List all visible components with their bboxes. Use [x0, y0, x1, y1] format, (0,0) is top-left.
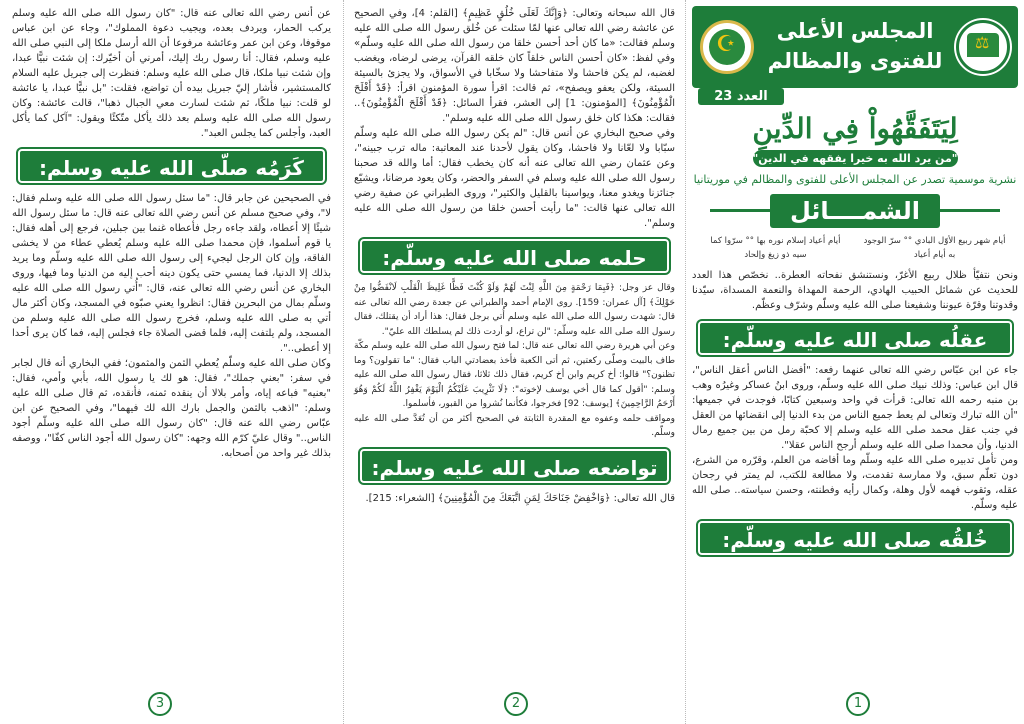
forbearance-paragraph-2: وعن أبي هريرة رضي الله تعالى عنه قال: لما فتح رسول الله صلى الله عليه وسلم مكّة طاف بالبيت وصلّى ركعتين، ثم أتى الكعبة فأخذ بعضادتي الباب فقال: "ما تقولون؟ وما تظنون؟" قالوا: أخ كريم وابن أخ كريم، فقال ذلك ثلاثا، فقال رسول الله صلى الله عليه وسلم: "أقول كما قال أخي يوسف لإخوته": ﴿لَا تَثْرِيبَ عَلَيْكُمُ الْيَوْمَ يَغْفِرُ اللَّهُ لَكُمْ وَهُوَ أَرْحَمُ الرَّاحِمِينَ﴾ [يوسف: 92] فخرجوا، فكأنما نُشروا من القبور، فأسلموا.: [354, 341, 675, 409]
poem-verse: [692, 234, 1018, 262]
section-title-generosity: كَرَمُه صلّى الله عليه وسلم:: [18, 149, 325, 183]
humility-paragraph-2: عن أنس رضي الله تعالى عنه قال: "كان رسول الله صلى الله عليه وسلم يركب الحمار، ويردف بعده، ويجيب دعوة المملوك"، وجاء عن ابن عباس موقوفا، وعن ابن عمر وعائشة مرفوعا أن الله أرسل ملكا إلى النبي صلى الله عليه وسلم، فقال: أنا رسول ربك إليك، أمرني أن أخيّرك: إن شئت نبيًّا عبدا، وإن شئت نبيا ملكا، قال صلى الله عليه وسلم: فنظرت إلى جبريل عليه السلام كالمستشير، فأشار إليّ جبريل بيده أن تواضع، فقلت: "بل نبيًّا عبدا، يا عائشة لو قلت: نبيا ملكًا، ثم شئت لسارت معي الجبال ذهبا"، قالت عائشة: وكان رسول الله صلى الله عليه وسلم بعد ذلك يأكل متّكئًا ويقول: "آكل كما يأكل العبد، وأجلس كما يجلس العبد".: [12, 8, 331, 139]
page-3-column: [0, 0, 343, 724]
section-label-banner: الشمــــائل: [770, 194, 940, 228]
poem-left-half: أيام أعياد إسلام نوره بها °° سرّوا كما سيه ذو زيغ وإلحاد: [710, 236, 841, 260]
poem-right-half: أيام شهر ربيع الأوّل البادي °° سرّ الوجود به أيام أعياد: [863, 236, 1006, 260]
issue-badge: العدد 23: [698, 88, 784, 105]
forbearance-paragraph-1: وقال عز وجل: ﴿فَبِمَا رَحْمَةٍ مِنَ اللَّهِ لِنْتَ لَهُمْ وَلَوْ كُنْتَ فَظًّا غَلِيظَ الْقَلْبِ لَانْفَضُّوا مِنْ حَوْلِكَ﴾ [آل عمران: 159]. روى الإمام أحمد والطبراني عن جعدة رضي الله تعالى عنه قال: شهدت رسول الله صلى الله عليه وسلم أُتي برجل فقال: هذا أراد أن يقتلك، فقال رسول الله صلى الله عليه وسلّم: "لن تراع، لو أردت ذلك لم يسلطك الله عليّ".: [354, 283, 675, 337]
page-2-column: [343, 0, 686, 724]
masthead: [692, 6, 1018, 88]
character-paragraph-2: وفي صحيح البخاري عن أنس قال: "لم يكن رسول الله صلى الله عليه وسلّم سبّابا ولا لعّانا ولا فاحشا، وكان يقول لأحدنا عند المعاتبة: ماله ترب جبينه"، وعن عثمان رضي الله تعالى عنه أنه كان يخطب فقال: أما والله قد صحبنا رسول الله صلى الله عليه وسلم في السفر والحضر، وكان يعود مرضانا، ويشيّع جنائزنا ويغدو معنا، ويواسينا بالقليل والكثير"، وروى الطبراني عن صفية رضي الله تعالى عنها قالت: "ما رأيت أحسن خلقا من رسول الله صلى الله عليه وسلم".: [354, 128, 675, 229]
intellect-paragraph-2: ومن تأمل تدبيره صلى الله عليه وسلّم وما أفاضه من العلم، وقرّره من الشرع، دون تعلّم سبق، ولا ممارسة تقدمت، ولا مطالعة للكتب، لم يمتر في رجحان عقله، وثقوب فهمه لأول وهلة، وكمال رأيه وفطنته، وحسن سياسته.. صلى الله عليه وسلّم.: [692, 455, 1018, 511]
publication-subtitle: نشرية موسمية تصدر عن المجلس الأعلى للفتوى والمظالم في موريتانيا: [693, 173, 1017, 186]
generosity-paragraph-1: في الصحيحين عن جابر قال: "ما سئل رسول الله صلى الله عليه وسلم فقال: لا"، وفي صحيح مسلم عن أنس رضي الله تعالى عنه قال: ما سئل رسول الله شيئًا إلا أعطاه، ولقد جاءه رجل فأعطاه غنما بين جبلين، فرجع إلى أهله فقال: يا قوم أسلموا، فإن محمدا صلى الله عليه وسلم يُعطي عطاء من لا يخشى الفاقة، وإن كان الرجل ليجيء إلى رسول الله صلى الله عليه وسلّم وما يريد بذلك إلا الدنيا، فما يمسي حتى يكون دينه أحب إليه من الدنيا وما فيها، وروى البخاري عن أنس رضي الله تعالى عنه، قال: "أُتي رسول الله صلى الله عليه وسلّم بمال من البحرين فقال: انظروا يعني صبّوه في المسجد، وكان أكثر مال أتي به صلى الله عليه وسلم، فخرج رسول الله صلى الله عليه وسلم من المسجد، ولم يلتفت إليه، فلما قضى الصلاة جاء فجلس إليه، فما كان يرى أحدا إلا أعطى..".: [12, 193, 331, 354]
section-title-intellect: عقلُه صلى الله عليه وسلّم:: [698, 321, 1012, 355]
forbearance-paragraph-3: ومواقف حلمه وعفوه مع المقدرة الثابتة في الصحيح أكثر من أن تُعَدَّ صلى الله عليه وسلّم.: [354, 413, 675, 438]
page-number-2: 2: [504, 692, 528, 716]
section-title-character: خُلقُه صلى الله عليه وسلّم:: [698, 521, 1012, 555]
national-seal-icon: [700, 20, 754, 74]
page-number-3: 3: [148, 692, 172, 716]
character-paragraph-1: قال الله سبحانه وتعالى: ﴿وَإِنَّكَ لَعَلَى خُلُقٍ عَظِيمٍ﴾ [القلم: 4]، وفي الصحيح عن عائشة رضي الله تعالى عنها لمّا سئلت عن خُلق رسول الله صلى الله عليه وسلم فقالت: «ما كان أحد أحسن خلقا من رسول الله صلى الله عليه وسلّم» وفي لفظ: «كان أحسن الناس خلقاً كان خلقه القرآن، يرضى لرضاه، ويغضب لغضبه، لم يكن فاحشا ولا متفاحشا ولا سخّابا في الأسواق، ولا يجزئ بالسيئة السيئة، ولكن يعفو ويصفح»، ثم قالت: اقرأ سورة المؤمنون اقرأ: ﴿قَدْ أَفْلَحَ الْمُؤْمِنُونَ﴾ [المؤمنون: 1] إلى العشر، فقرأ السائل: ﴿قَدْ أَفْلَحَ الْمُؤْمِنُونَ﴾.. فقالت: هكذا كان خلق رسول الله صلى الله عليه وسلم".: [354, 8, 676, 124]
section-title-forbearance: حلمه صلى الله عليه وسلّم:: [360, 239, 669, 273]
council-logo-icon: [956, 20, 1010, 74]
humility-paragraph: قال الله تعالى: ﴿وَاخْفِضْ جَنَاحَكَ لِمَنِ اتَّبَعَكَ مِنَ الْمُؤْمِنِينَ﴾ [الشعراء: 215].: [365, 492, 675, 504]
council-title: المجلس الأعلى للفتوى والمظالم: [767, 19, 943, 73]
section-title-humility: تواضعه صلى الله عليه وسلم:: [360, 449, 669, 483]
intro-paragraph: ونحن نتفيّأ ظلال ربيع الأغرّ، ونستنشق نفحاته العطرة.. نخصّص هذا العدد للحديث عن شمائل الحبيب الهادي، الرحمة المهداة والنعمة المسداة، سيّدنا وقدوتنا وقرّة عيوننا وشفيعنا صلى الله عليه وسلّم وشرّف وعظّم.: [692, 270, 1018, 311]
publication-title: لِيَتَفَقَّهُواْ فِي الدِّينِ: [752, 112, 958, 145]
motto-banner: "من يرد الله به خيرا يفقهه في الدين": [752, 152, 958, 165]
generosity-paragraph-2: وكان صلى الله عليه وسلّم يُعطي الثمن والمثمون؛ ففي البخاري أنه قال لجابر في سفر: "بعني جملك"، فقال: هو لك يا رسول الله، بأبي وأمي، فقال: "بعنيه" فباعه إياه، وأمر بلالا أن ينقده ثمنه، فأنقده، ثم قال صلى الله عليه وسلم: "اذهب بالثمن والجمل بارك الله لك فيهما"، وفي الصحيح عن ابن عبّاس رضي الله عنه قال: "كان رسول الله صلى الله عليه وسلّم أجود الناس.." وقال عليّ كرّم الله وجهه: "كان رسول الله أجود الناس كفّا"، ووصفه بذلك غير واحد من أصحابه.: [12, 358, 331, 459]
page-1-column: [686, 0, 1024, 724]
intellect-paragraph-1: جاء عن ابن عبّاس رضي الله تعالى عنهما رفعه: "أفضل الناس أعقل الناس"، قال ابن عباس: وذلك نبيك صلى الله عليه وسلّم، وروى ابنُ عساكر وغيرُه وهب بن منبه رحمه الله تعالى: قرأت في واحد وسبعين كتابًا، فوجدت في جميعها: "أن الله تبارك وتعالى لم يعط جميع الناس من بدء الدنيا إلى انقضائها من العقل في جنب عقل محمد صلى الله عليه وسلم إلا كحبّة رمل من بين جميع رمال الدنيا، وأن محمدا صلى الله عليه وسلم أرجح الناس عقلا".: [692, 365, 1018, 451]
page-number-1: 1: [846, 692, 870, 716]
